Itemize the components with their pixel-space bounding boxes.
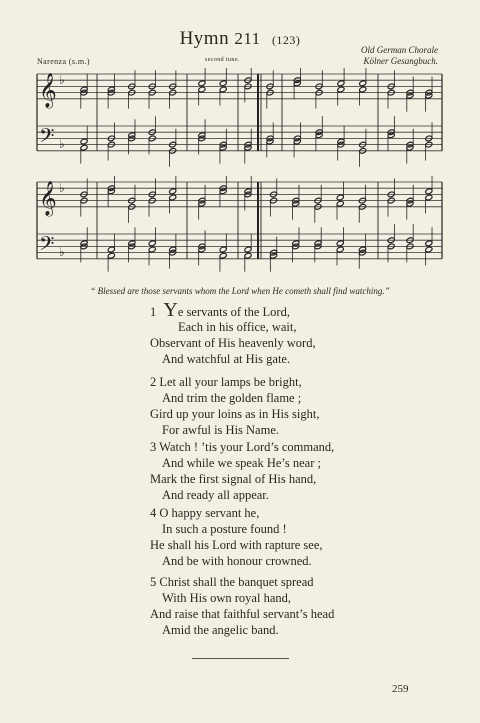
note-head — [198, 80, 206, 87]
note-head — [219, 86, 227, 93]
hymn-alt-number: (123) — [271, 33, 301, 47]
tune-name: Narenza (s.m.) — [37, 57, 90, 66]
note-head — [80, 138, 88, 145]
verse-line: With His own royal hand, — [162, 591, 291, 605]
note-head — [244, 246, 252, 253]
note-head — [219, 80, 227, 87]
note-head — [336, 194, 344, 201]
verse-line-text: O happy servant he, — [159, 506, 260, 520]
verse-line — [150, 440, 334, 455]
hymn-number: 211 — [234, 29, 261, 48]
hymn-title-word: Hymn — [179, 28, 230, 49]
note-head — [219, 252, 227, 259]
verse-line: And trim the golden flame ; — [162, 391, 302, 405]
note-head — [425, 194, 433, 201]
note-head — [107, 246, 115, 253]
verse-1-line-1-rest: e servants of the Lord, — [177, 305, 290, 319]
note-head — [337, 80, 345, 87]
bass-clef: 𝄢 — [39, 232, 55, 260]
note-head — [169, 194, 177, 201]
drop-cap: Y — [163, 299, 178, 321]
note-head — [198, 86, 206, 93]
note-head — [336, 240, 344, 247]
verse-number: 1 — [150, 305, 157, 319]
treble-clef: 𝄞 — [39, 181, 57, 216]
verse-number: 2 — [150, 375, 157, 389]
note-head — [148, 240, 156, 247]
music-system-1 — [0, 68, 480, 168]
verse-line: Observant of His heavenly word, — [150, 336, 316, 350]
verse-line — [150, 299, 290, 321]
hymn-source — [361, 45, 438, 67]
verse-line — [150, 506, 259, 521]
verse-line: Mark the first signal of His hand, — [150, 472, 317, 486]
verse-line: And raise that faithful servant’s head — [150, 607, 335, 621]
verse-line: Amid the angelic band. — [162, 623, 279, 637]
source-line-1: Old German Chorale — [361, 45, 438, 55]
note-head — [80, 144, 88, 151]
verse-1-line-1 — [163, 299, 290, 321]
verse-number: 4 — [150, 506, 157, 520]
note-head — [148, 246, 156, 253]
flat-key-signature: ♭ — [59, 245, 65, 259]
verse-line: For awful is His Name. — [162, 423, 279, 437]
verse-line-text: Watch ! ’tis your Lord’s command, — [159, 440, 335, 454]
page-number: 259 — [392, 683, 409, 695]
verse-line: And ready all appear. — [162, 488, 269, 502]
verse-line: And watchful at His gate. — [162, 352, 291, 366]
verse-line — [150, 375, 302, 390]
flat-key-signature: ♭ — [59, 73, 65, 87]
note-head — [425, 240, 433, 247]
verse-line-text: Christ shall the banquet spread — [159, 575, 314, 589]
verse-line: He shall his Lord with rapture see, — [150, 538, 323, 552]
note-head — [425, 188, 433, 195]
end-rule — [192, 658, 289, 659]
note-head — [107, 252, 115, 259]
source-line-2: Kölner Gesangbuch. — [363, 56, 438, 66]
note-head — [336, 246, 344, 253]
note-head — [359, 80, 367, 87]
note-head — [425, 246, 433, 253]
verse-line — [150, 575, 314, 590]
note-head — [336, 200, 344, 207]
verse-line: Gird up your loins as in His sight, — [150, 407, 320, 421]
verse-line: And be with honour crowned. — [162, 554, 312, 568]
note-head — [219, 246, 227, 253]
verse-number: 5 — [150, 575, 157, 589]
flat-key-signature: ♭ — [59, 181, 65, 195]
music-system-2 — [0, 176, 480, 276]
verse-line-text: Let all your lamps be bright, — [159, 375, 302, 389]
treble-clef: 𝄞 — [39, 73, 57, 108]
verse-line: And while we speak He’s near ; — [162, 456, 321, 470]
verse-number: 3 — [150, 440, 157, 454]
note-head — [244, 252, 252, 259]
note-head — [337, 86, 345, 93]
verse-line: Each in his office, wait, — [178, 320, 297, 334]
note-head — [359, 86, 367, 93]
note-head — [169, 188, 177, 195]
epigraph: “ Blessed are those servants whom the Lord when He cometh shall find watching.” — [90, 286, 390, 296]
verse-line: In such a posture found ! — [162, 522, 287, 536]
flat-key-signature: ♭ — [59, 137, 65, 151]
tune-label: second tune. — [205, 57, 240, 63]
bass-clef: 𝄢 — [39, 124, 55, 152]
